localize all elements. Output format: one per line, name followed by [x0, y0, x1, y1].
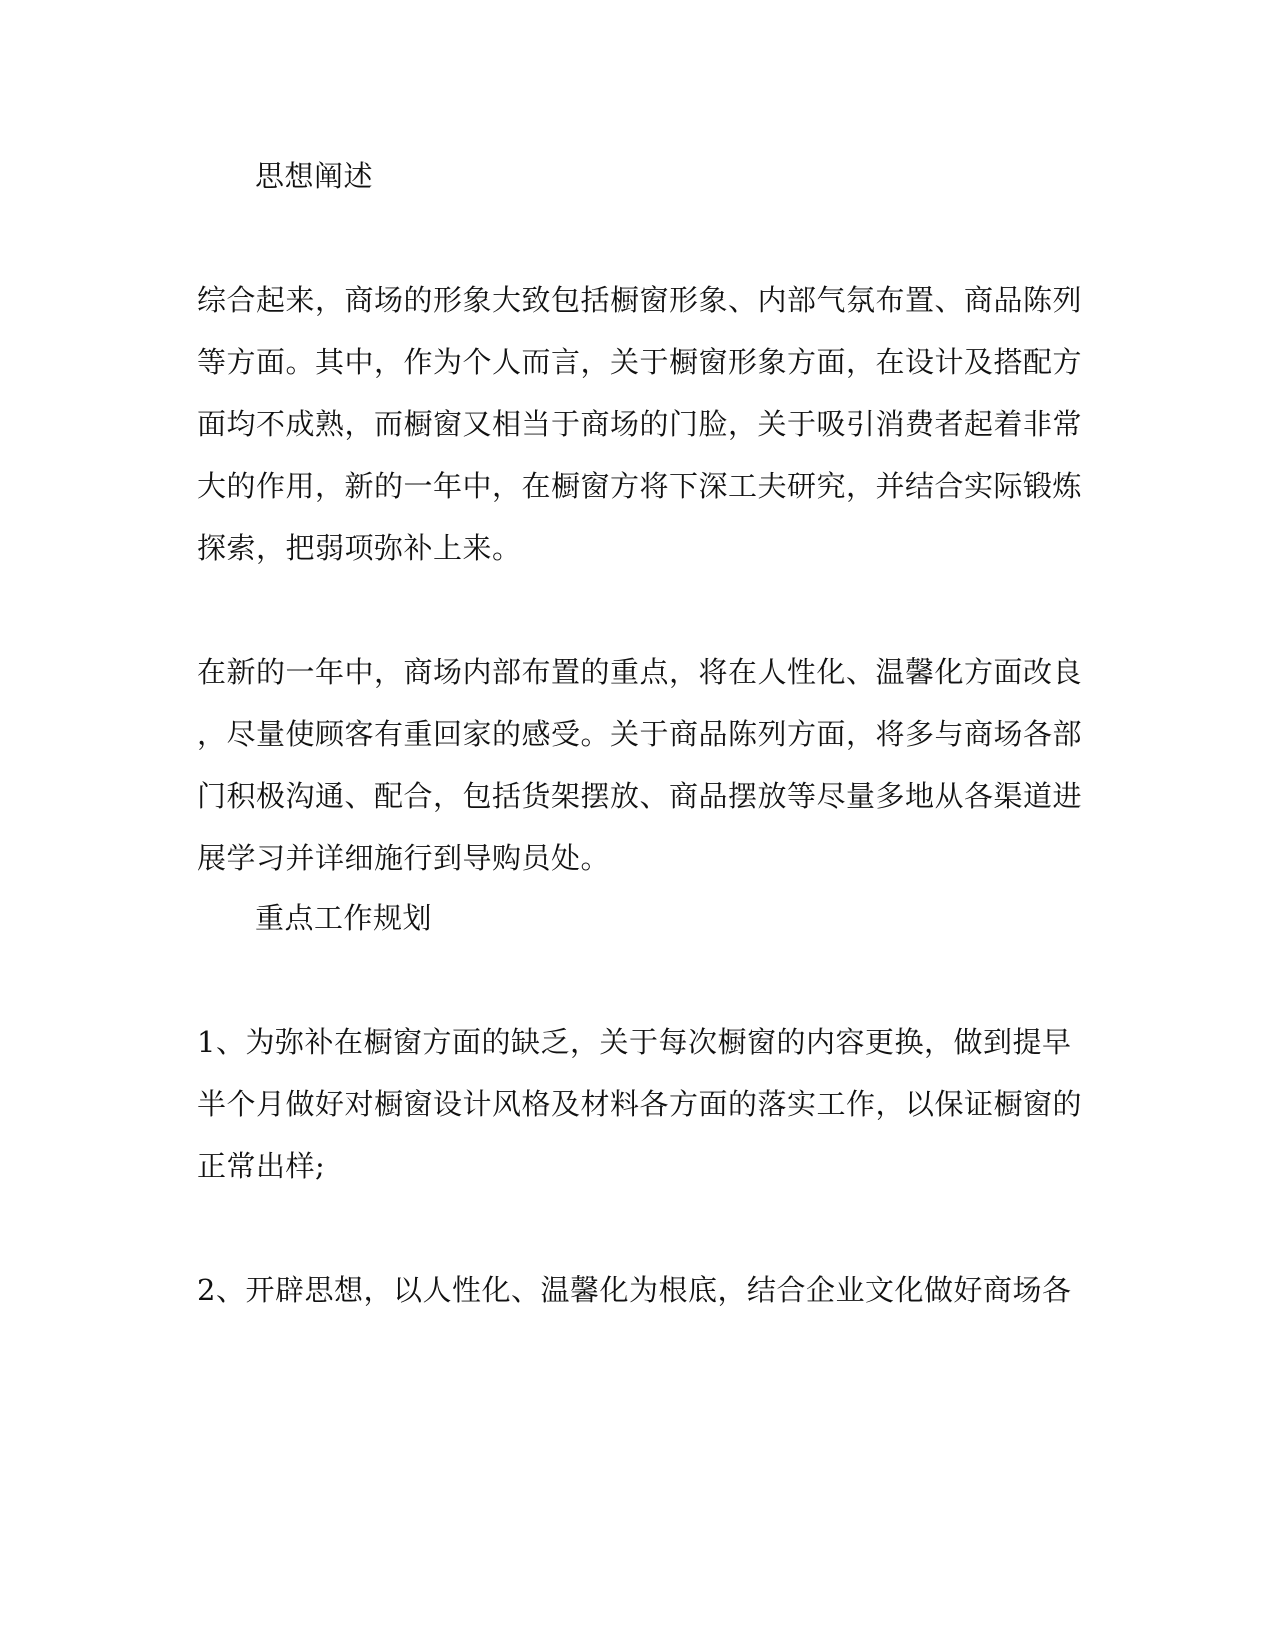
- paragraph-line: 大的作用，新的一年中，在橱窗方将下深工夫研究，并结合实际锻炼: [197, 469, 1083, 503]
- list-item-line: 半个月做好对橱窗设计风格及材料各方面的落实工作，以保证橱窗的: [197, 1087, 1083, 1121]
- section-heading-thought: 思想阐述: [255, 159, 374, 193]
- paragraph-line: 面均不成熟，而橱窗又相当于商场的门脸，关于吸引消费者起着非常: [197, 407, 1083, 441]
- paragraph-line: ，尽量使顾客有重回家的感受。关于商品陈列方面，将多与商场各部: [197, 717, 1083, 751]
- list-item-line: 2、开辟思想，以人性化、温馨化为根底，结合企业文化做好商场各: [197, 1273, 1072, 1307]
- paragraph-line: 等方面。其中，作为个人而言，关于橱窗形象方面，在设计及搭配方: [197, 345, 1083, 379]
- paragraph-line: 展学习并详细施行到导购员处。: [197, 841, 611, 875]
- paragraph-line: 在新的一年中，商场内部布置的重点，将在人性化、温馨化方面改良: [197, 655, 1083, 689]
- paragraph-line: 门积极沟通、配合，包括货架摆放、商品摆放等尽量多地从各渠道进: [197, 779, 1083, 813]
- section-heading-plan: 重点工作规划: [255, 901, 433, 935]
- list-item-line: 正常出样;: [197, 1149, 326, 1183]
- list-item-line: 1、为弥补在橱窗方面的缺乏，关于每次橱窗的内容更换，做到提早: [197, 1025, 1072, 1059]
- paragraph-line: 综合起来，商场的形象大致包括橱窗形象、内部气氛布置、商品陈列: [197, 283, 1083, 317]
- paragraph-line: 探索，把弱项弥补上来。: [197, 531, 522, 565]
